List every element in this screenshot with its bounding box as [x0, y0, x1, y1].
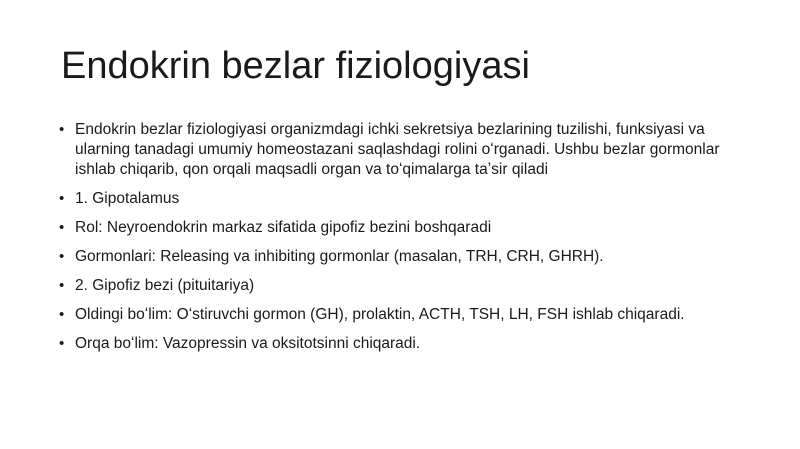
bullet-item	[58, 247, 748, 267]
slide-title: Endokrin bezlar fiziologiyasi	[61, 45, 530, 87]
bullet-dot-icon: •	[59, 335, 65, 352]
bullet-text: 1. Gipotalamus	[75, 190, 180, 207]
bullet-item	[58, 305, 748, 325]
bullet-dot-icon: •	[59, 248, 65, 265]
bullet-text: Orqa boʻlim: Vazopressin va oksitotsinni chiqaradi.	[75, 335, 421, 352]
bullet-item	[58, 189, 748, 209]
bullet-dot-icon: •	[59, 277, 65, 294]
bullet-text: 2. Gipofiz bezi (pituitariya)	[75, 277, 255, 294]
bullet-item	[58, 218, 748, 238]
bullet-text: Oldingi boʻlim: Oʻstiruvchi gormon (GH), prolaktin, ACTH, TSH, LH, FSH ishlab chiqaradi.	[75, 306, 685, 323]
bullet-list	[58, 120, 748, 363]
bullet-dot-icon: •	[59, 121, 65, 138]
bullet-dot-icon: •	[59, 219, 65, 236]
bullet-item	[58, 276, 748, 296]
bullet-text: Gormonlari: Releasing va inhibiting gormonlar (masalan, TRH, CRH, GHRH).	[75, 248, 604, 265]
bullet-text: Rol: Neyroendokrin markaz sifatida gipofiz bezini boshqaradi	[75, 219, 492, 236]
bullet-dot-icon: •	[59, 306, 65, 323]
bullet-item	[58, 120, 748, 180]
bullet-text: Endokrin bezlar fiziologiyasi organizmdagi ichki sekretsiya bezlarining tuzilishi, funksiyasi va ularning tanadagi umumiy homeostazani saqlashdagi rolini oʻrganadi. Ushbu bezlar gormonlar ishlab chiqarib, qon orqali maqsadli organ va toʻqimalarga taʼsir qiladi	[75, 121, 720, 178]
bullet-dot-icon: •	[59, 190, 65, 207]
bullet-item	[58, 334, 748, 354]
